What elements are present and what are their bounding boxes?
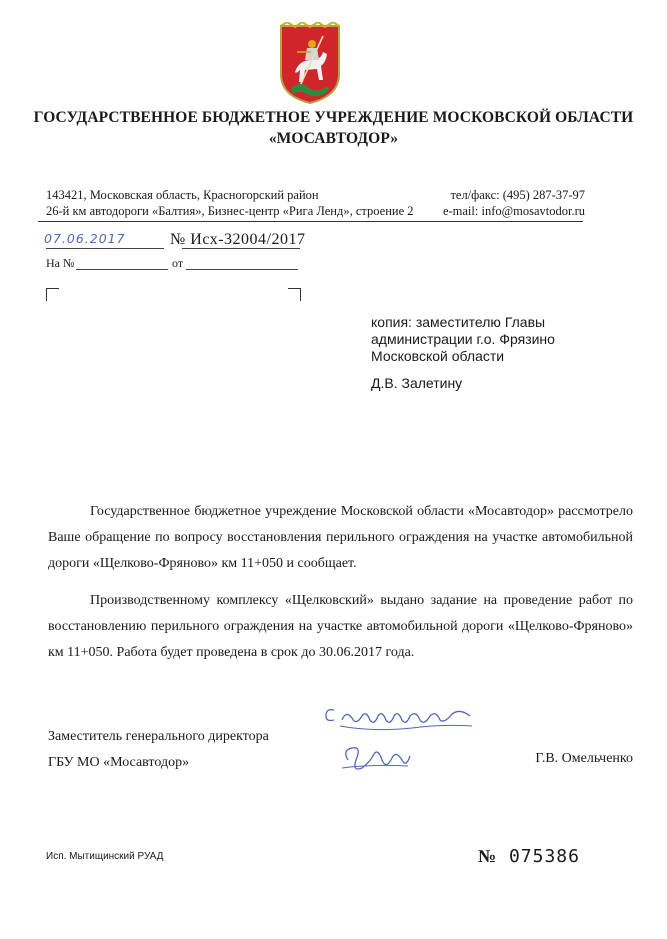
recipient-line2: администрации г.о. Фрязино: [371, 331, 555, 347]
document-number: [478, 846, 580, 867]
outgoing-number-value: Исх-32004/2017: [190, 231, 306, 248]
reply-from-row: [172, 256, 183, 271]
position-line1: Заместитель генерального директора: [48, 729, 269, 744]
date-underline: [46, 248, 164, 249]
recipient-name: Д.В. Залетину: [371, 375, 463, 391]
address-line1: 143421, Московская область, Красногорский район: [46, 188, 319, 202]
coat-of-arms-icon: [277, 22, 343, 106]
phone-fax: тел/факс: (495) 287-37-97: [450, 188, 585, 202]
organization-title-line2: «МОСАВТОДОР»: [268, 130, 399, 147]
reply-label: На №: [46, 256, 75, 270]
email: e-mail: info@mosavtodor.ru: [442, 204, 585, 218]
position-line2: ГБУ МО «Мосавтодор»: [48, 755, 190, 770]
outgoing-number-prefix: №: [170, 231, 186, 248]
organization-title-line1: ГОСУДАРСТВЕННОЕ БЮДЖЕТНОЕ УЧРЕЖДЕНИЕ МОСКОВСКОЙ ОБЛАСТИ: [33, 109, 634, 126]
reply-number-line: [76, 269, 168, 270]
reply-reference-row: [46, 256, 74, 271]
executor-note: Исп. Мытищинский РУАД: [46, 851, 164, 862]
body-paragraph-2: Производственному комплексу «Щелковский» выдано задание на проведение работ по восстановлению перильного ограждения на участке автомобильной дороги «Щелково-Фряново» км 11+050. Работа будет проведена в срок до 30.06.2017 года.: [48, 593, 633, 660]
handwritten-signature: [312, 702, 482, 782]
signatory-position: [48, 724, 269, 776]
document-number-value: 075386: [508, 846, 580, 867]
address-line2: 26-й км автодороги «Балтия», Бизнес-центр «Рига Ленд», строение 2: [46, 204, 414, 218]
organization-title: [0, 107, 667, 149]
registration-date: 07.06.2017: [44, 231, 126, 246]
signer-name: Г.В. Омельченко: [535, 751, 633, 766]
recipient-line3: Московской области: [371, 348, 505, 364]
reply-date-line: [186, 269, 298, 270]
recipient-line1: копия: заместителю Главы: [371, 314, 546, 330]
address-bracket-left: [46, 288, 59, 301]
organization-address: [46, 187, 414, 219]
address-bracket-right: [288, 288, 301, 301]
organization-contacts: [443, 187, 585, 219]
outgoing-number: [170, 231, 305, 249]
document-number-prefix: №: [478, 846, 498, 866]
recipient-block: [371, 314, 555, 365]
body-paragraph-1: Государственное бюджетное учреждение Московской области «Мосавтодор» рассмотрело Ваше обращение по вопросу восстановления перильного ограждения на участке автомобильной дороги «Щелково-Фряново» км 11+050 и сообщает.: [48, 504, 633, 571]
header-divider: [38, 221, 583, 222]
number-underline: [182, 248, 300, 249]
from-label: от: [172, 256, 184, 270]
